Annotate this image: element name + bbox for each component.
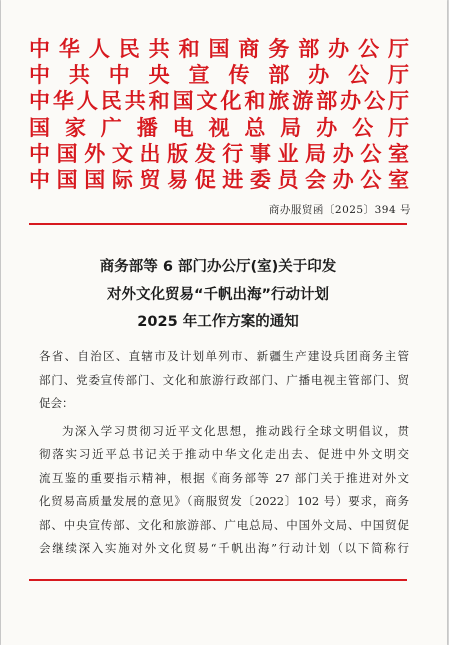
document-body [39,345,409,561]
addressee-line: 各省、自治区、直辖市及计划单列市、新疆生产建设兵团商务主管 [39,349,409,363]
body-line: 为深入学习贯彻习近平文化思想，推动践行全球文明倡议，贯 [62,423,409,438]
issuer-name: 中华人民共和国商务部办公厅 [29,37,409,61]
issuer-name: 中华人民共和国文化和旅游部办公厅 [29,89,409,114]
red-separator-line [29,223,407,225]
body-line: 部、中央宣传部、文化和旅游部、广电总局、中国外文局、中国贸促 [39,517,409,532]
issuer-name: 国家广播电视总局办公厅 [29,115,409,140]
title-line: 2025 年工作方案的通知 [137,314,299,330]
addressee-line: 部门、党委宣传部门、文化和旅游行政部门、广播电视主管部门、贸 [39,372,409,387]
body-line: 化贸易高质量发展的意见》（商服贸发〔2022〕102 号）要求，商务 [39,494,409,508]
body-line: 流互鉴的重要指示精神，根据《商务部等 27 部门关于推进对外文 [39,470,409,485]
issuer-name: 中国国际贸易促进委员会办公室 [29,168,409,193]
title-line: 对外文化贸易“千帆出海”行动计划 [106,286,330,303]
document-title [29,254,407,337]
title-line: 商务部等 6 部门办公厅(室)关于印发 [99,259,337,275]
red-separator-line [29,579,407,581]
document-number: 商办服贸函〔2025〕394 号 [268,204,411,216]
issuing-authorities-header [29,36,409,193]
issuer-name: 中国外文出版发行事业局办公室 [29,141,409,166]
issuer-name: 中共中央宣传部办公厅 [29,63,409,88]
body-line: 彻落实习近平总书记关于推动中华文化走出去、促进中外文明交 [39,447,409,461]
body-line: 会继续深入实施对外文化贸易“千帆出海”行动计划（以下简称行 [39,541,409,555]
document-page [1,0,447,645]
addressee-line: 促会： [39,396,74,410]
